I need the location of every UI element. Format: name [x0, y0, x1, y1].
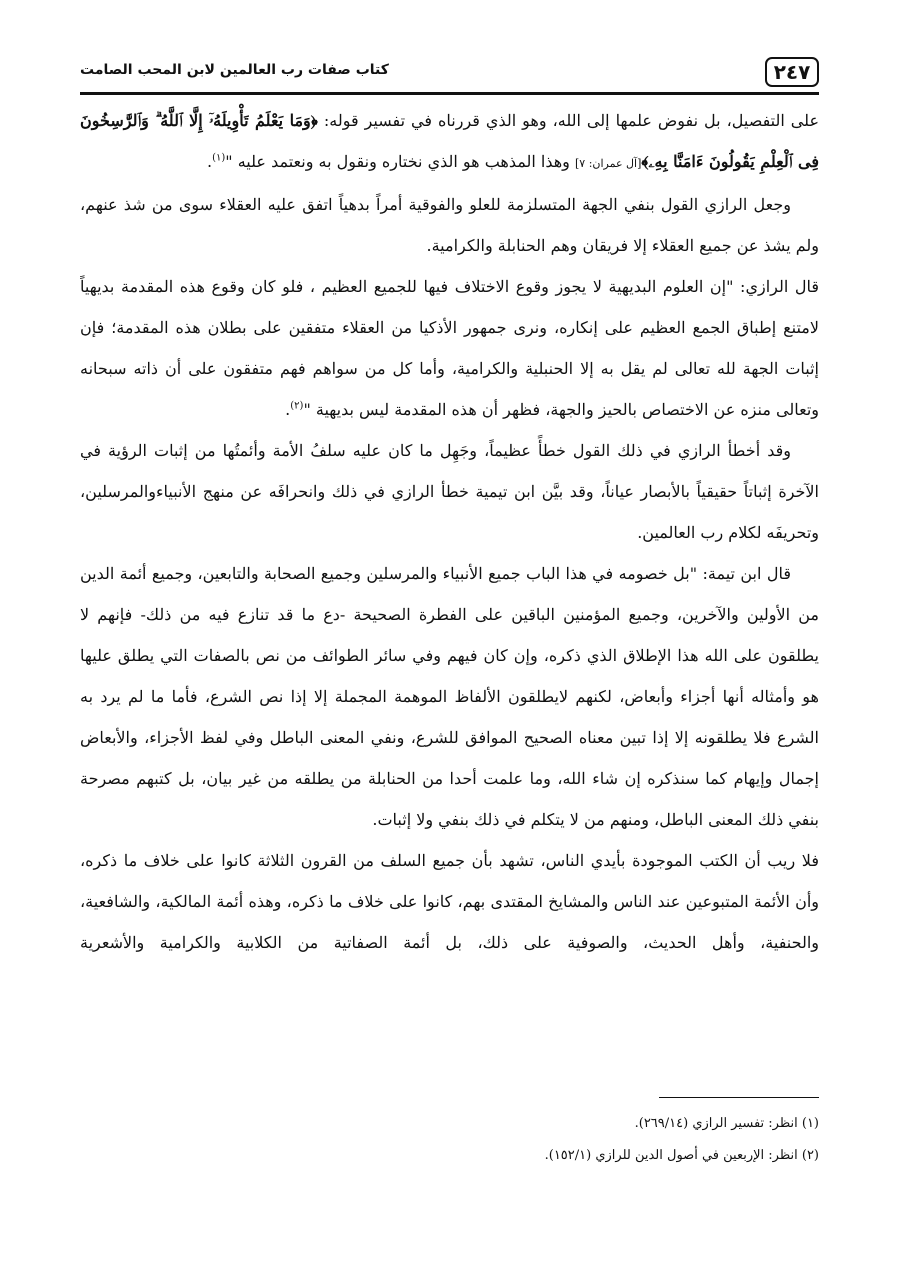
quran-reference: [آل عمران: ٧] [574, 157, 642, 170]
paragraph-1-rest: وهذا المذهب هو الذي نختاره ونقول به ونعتمد عليه " [225, 152, 575, 171]
paragraph-2: وجعل الرازي القول بنفي الجهة المتسلزمة للعلو والفوقية أمراً بدهياً اتفق عليه العقلاء سوى من شذ عنهم، ولم يشذ عن جميع العقلاء إلا فريقان وهم الحنابلة والكرامية. [80, 195, 819, 255]
footnotes [80, 1108, 819, 1172]
paragraph-6: فلا ريب أن الكتب الموجودة بأيدي الناس، تشهد بأن جميع السلف من القرون الثلاثة كانوا على خلاف ما ذكره، وأن الأئمة المتبوعين عند الناس والمشايخ المقتدى بهم، كانوا على خلاف ما ذكره، وهذه أئمة المالكية، والشافعية، والحنفية، وأهل الحديث، والصوفية على ذلك، بل أئمة الصفاتية من الكلابية والكرامية والأشعرية [80, 851, 819, 952]
paragraph-5: قال ابن تيمة: "بل خصومه في هذا الباب جميع الأنبياء والمرسلين وجميع الصحابة والتابعين، وجميع أئمة الدين من الأولين والآخرين، وجميع المؤمنين الباقين على الفطرة الصحيحة -دع ما قد تنازع فيه من ذلك- فإنهم لا يطلقون على الله هذا الإطلاق الذي ذكره، وإن كان فيهم وفي سائر الطوائف من نص بالصفات التي يطلق عليها هو وأمثاله أنها أجزاء وأبعاض، لكنهم لايطلقون الألفاظ الموهمة المجملة إلا إذا نص الشرع، فأما ما لم يرد به الشرع فلا يطلقونه إلا إذا تبين معناه الصحيح الموافق للشرع، ونفي المعنى الباطل وفي لفظ الأجزاء، والأبعاض إجمال وإيهام كما سنذكره إن شاء الله، وما علمت أحدا من الحنابلة من يطلقه من غير بيان، بل كتبهم مصرحة بنفي ذلك المعنى الباطل، ومنهم من لا يتكلم في ذلك بنفي ولا إثبات. [80, 564, 819, 829]
header-rule [80, 92, 819, 95]
paragraph-1-end: . [207, 152, 213, 171]
footnote-marker-1[interactable]: (١) [212, 152, 226, 164]
paragraph-3-end: . [285, 400, 291, 419]
paragraph-4: وقد أخطأ الرازي في ذلك القول خطأً عظيماً، وجَهِل ما كان عليه سلفُ الأمة وأئمتُها من إثبات الرؤية في الآخرة إثباتاً حقيقياً بالأبصار عياناً، وقد بيَّن ابن تيمية خطأ الرازي في ذلك وانحرافَه عن منهج الأنبياءوالمرسلين، وتحريفَه لكلام رب العالمين. [80, 441, 819, 542]
running-title: كتاب صفات رب العالمين لابن المحب الصامت [80, 62, 389, 78]
paragraph-3-text: قال الرازي: "إن العلوم البديهية لا يجوز وقوع الاختلاف فيها للجميع العظيم ، فلو كان وقوع هذه المقدمة بديهياً لامتنع إطباق الجمع العظيم على إنكاره، ونرى جمهور الأذكيا من العقلاء متفقين على بطلان هذه المقدمة؛ فإن إثبات الجهة لله تعالى لم يقل به إلا الحنبلية والكرامية، وأما كل من سواهم فهم متفقون على أن ذاته سبحانه وتعالى منزه عن الاختصاص بالحيز والجهة، فظهر أن هذه المقدمة ليس بديهية " [80, 277, 819, 419]
page-header [80, 50, 819, 95]
quran-verse: ﴿وَمَا يَعْلَمُ تَأْوِيلَهُۥٓ إِلَّا ٱللَّهُ ۗ وَٱلرَّٰسِخُونَ فِى ٱلْعِلْمِ يَقُولُونَ ءَامَنَّا بِهِۦ﴾ [80, 111, 819, 171]
footnote-1: (١) انظر: تفسير الرازي (٢٦٩/١٤). [634, 1116, 819, 1131]
page-number: ٢٤٧ [765, 57, 819, 87]
paragraph-3 [80, 266, 819, 430]
footnote-2: (٢) انظر: الإربعين في أصول الدين للرازي (١٥٢/١). [544, 1148, 819, 1163]
body-text [80, 100, 819, 1000]
footnote-separator [659, 1097, 819, 1098]
footnote-marker-2[interactable]: (٢) [290, 400, 304, 412]
paragraph-1 [80, 100, 819, 184]
paragraph-1-intro: على التفصيل، بل نفوض علمها إلى الله، وهو الذي قررناه في تفسير قوله: [317, 111, 819, 130]
